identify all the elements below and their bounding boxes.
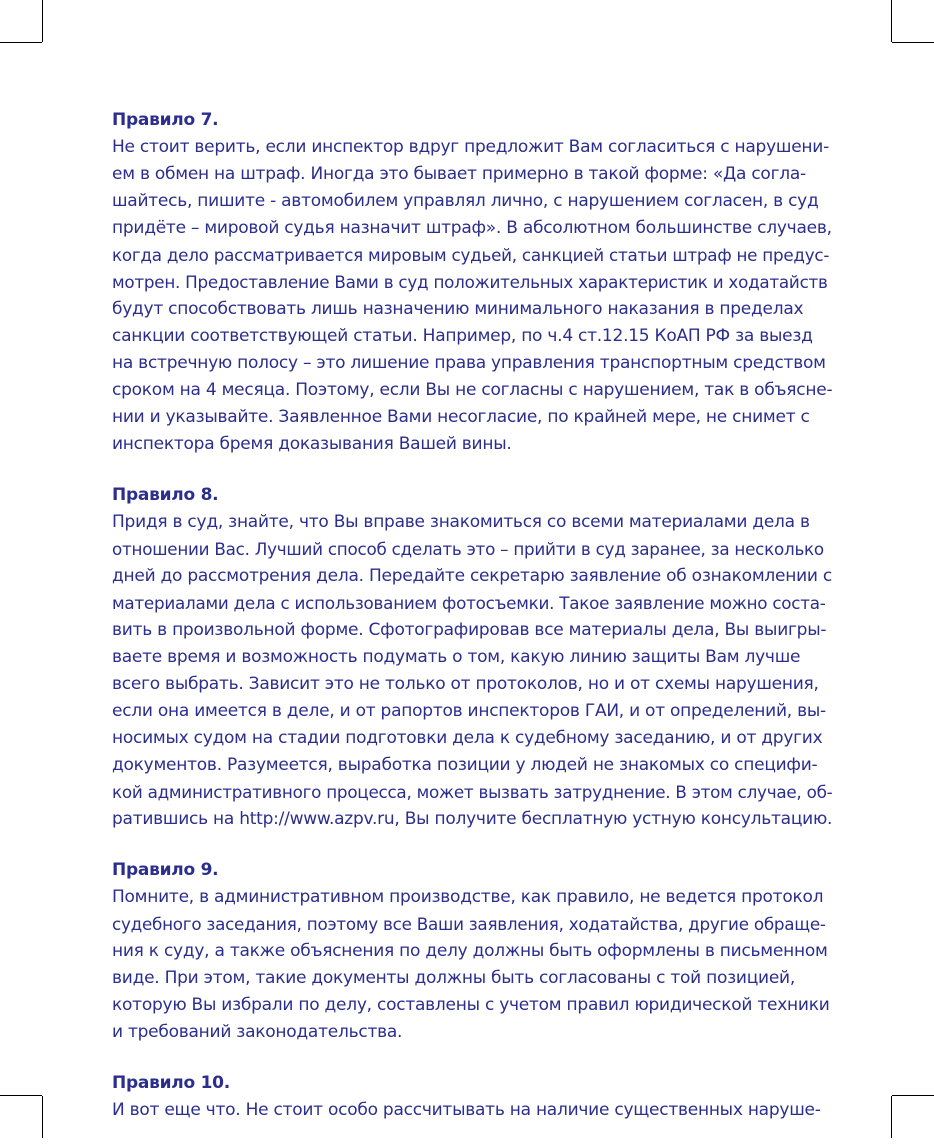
paragraph-line: ния к суду, а также объяснения по делу должны быть оформлены в письменном — [112, 941, 828, 961]
paragraph-line: мотрен. Предоставление Вами в суд положительных характеристик и ходатайств — [112, 272, 828, 292]
paragraph-line: сроком на 4 месяца. Поэтому, если Вы не согласны с нарушением, так в объясне- — [112, 380, 833, 400]
paragraph-line: ем в обмен на штраф. Иногда это бывает примерно в такой форме: «Да согла- — [112, 164, 806, 184]
paragraph-line: когда дело рассматривается мировым судьей, санкцией статьи штраф не предус- — [112, 245, 830, 265]
rule-10-heading: Правило 10. — [112, 1073, 230, 1093]
paragraph-line: инспектора бремя доказывания Вашей вины. — [112, 434, 512, 454]
rule-9-heading: Правило 9. — [112, 860, 219, 880]
paragraph-line: если она имеется в деле, и от рапортов инспекторов ГАИ, и от определений, вы- — [112, 701, 826, 721]
paragraph-line: Придя в суд, знайте, что Вы вправе знакомиться со всеми материалами дела в — [112, 512, 810, 532]
paragraph-line: отношении Вас. Лучший способ сделать это – прийти в суд заранее, за несколько — [112, 539, 824, 559]
paragraph-line: которую Вы избрали по делу, составлены с учетом правил юридической техники — [112, 995, 830, 1015]
crop-mark-top-right-vertical — [891, 0, 892, 42]
paragraph-line: ваете время и возможность подумать о том, какую линию защиты Вам лучше — [112, 647, 801, 667]
rule-8-section — [112, 482, 832, 833]
paragraph-line: дней до рассмотрения дела. Передайте секретарю заявление об ознакомлении с — [112, 566, 832, 586]
paragraph-line: нии и указывайте. Заявленное Вами несогласие, по крайней мере, не снимет с — [112, 407, 810, 427]
paragraph-line: материалами дела с использованием фотосъемки. Такое заявление можно соста- — [112, 593, 826, 613]
paragraph-line: всего выбрать. Зависит это не только от протоколов, но и от схемы нарушения, — [112, 674, 819, 694]
crop-mark-top-left-vertical — [42, 0, 43, 42]
rule-7-heading: Правило 7. — [112, 110, 219, 130]
paragraph-line: кой административного процесса, может вызвать затруднение. В этом случае, об- — [112, 782, 833, 802]
rule-10-section — [112, 1070, 832, 1124]
paragraph-line: И вот еще что. Не стоит особо рассчитывать на наличие существенных наруше- — [112, 1100, 821, 1120]
paragraph-line: Помните, в административном производстве, как правило, не ведется протокол — [112, 887, 824, 907]
rule-7-section — [112, 107, 832, 458]
crop-mark-bottom-right-vertical — [891, 1096, 892, 1138]
crop-mark-top-left-horizontal — [0, 42, 42, 43]
paragraph-line: Не стоит верить, если инспектор вдруг предложит Вам согласиться с нарушени- — [112, 137, 829, 157]
paragraph-line: и требований законодательства. — [112, 1022, 403, 1042]
paragraph-line: придёте – мировой судья назначит штраф». В абсолютном большинстве случаев, — [112, 218, 832, 238]
paragraph-line: шайтесь, пишите - автомобилем управлял лично, с нарушением согласен, в суд — [112, 191, 819, 211]
paragraph-line: санкции соответствующей статьи. Например, по ч.4 ст.12.15 КоАП РФ за выезд — [112, 326, 813, 346]
rule-9-section — [112, 857, 832, 1046]
rule-8-heading: Правило 8. — [112, 485, 219, 505]
paragraph-line: на встречную полосу – это лишение права управления транспортным средством — [112, 353, 826, 373]
paragraph-line: вить в произвольной форме. Сфотографировав все материалы дела, Вы выигры- — [112, 620, 827, 640]
crop-mark-bottom-right-horizontal — [892, 1095, 934, 1096]
crop-mark-bottom-left-horizontal — [0, 1095, 42, 1096]
paragraph-line: носимых судом на стадии подготовки дела к судебному заседанию, и от других — [112, 728, 823, 748]
page-body — [112, 107, 832, 1148]
crop-mark-bottom-left-vertical — [42, 1096, 43, 1138]
paragraph-line: виде. При этом, такие документы должны быть согласованы с той позицией, — [112, 968, 795, 988]
crop-mark-top-right-horizontal — [892, 42, 934, 43]
paragraph-line: судебного заседания, поэтому все Ваши заявления, ходатайства, другие обраще- — [112, 914, 826, 934]
paragraph-line: будут способствовать лишь назначению минимального наказания в пределах — [112, 299, 804, 319]
paragraph-line: документов. Разумеется, выработка позиции у людей не знакомых со специфи- — [112, 755, 818, 775]
paragraph-line: ратившись на http://www.azpv.ru, Вы получите бесплатную устную консультацию. — [112, 809, 833, 829]
